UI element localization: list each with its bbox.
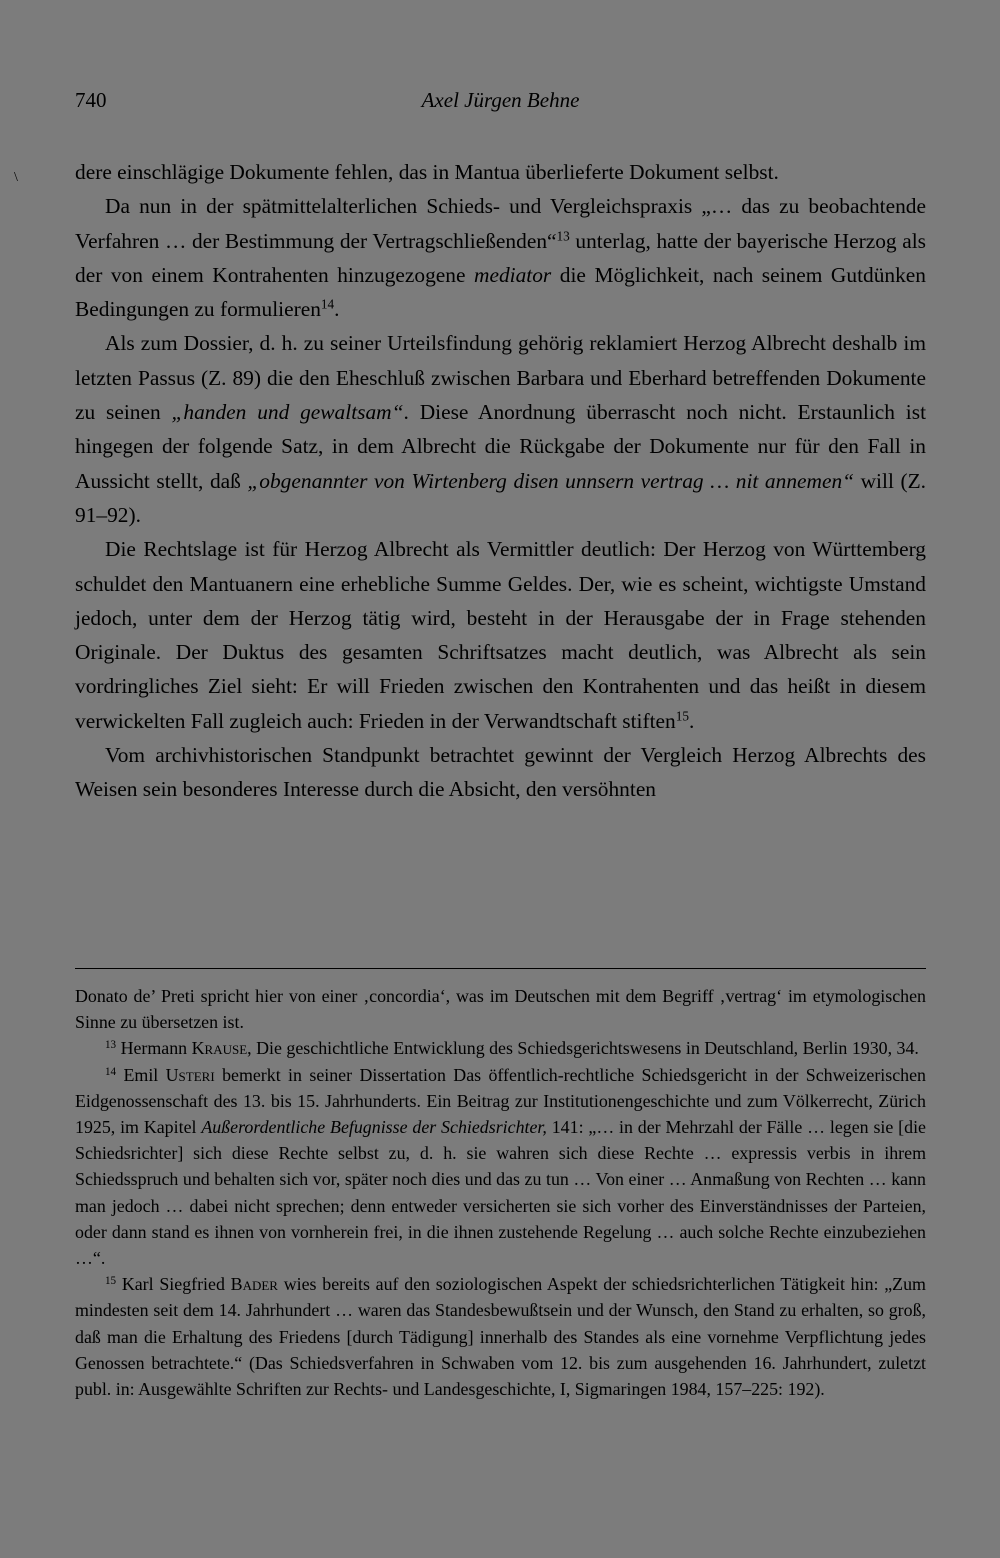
footnote-continuation: Donato de’ Preti spricht hier von einer ‚concordia‘, was im Deutschen mit dem Begriff ‚vertrag‘ im etymologischen Sinne zu übersetzen ist. [75, 986, 926, 1033]
page-header [75, 88, 926, 122]
mediator-term: mediator [474, 262, 552, 287]
footnote-13: $^{13}$ Hermann Krause, Die geschichtliche Entwicklung des Schiedsgerichtswesens in Deutschland, Berlin 1930, 34. [105, 1038, 919, 1059]
quote-handen: „handen und gewaltsam“ [171, 400, 404, 425]
quote-obgenannter: „obgenannter von Wirtenberg disen unnsern vertrag … nit annemen“ [247, 468, 855, 493]
paragraph-4: Die Rechtslage ist für Herzog Albrecht als Vermittler deutlich: Der Herzog von Württemberg schuldet den Mantuanern eine erhebliche Summe Geldes. Der, wie es scheint, wichtigste Umstand jedoch, unter dem der Herzog tätig wird, besteht in der Herausgabe der in Frage stehenden Originale. Der Duktus des gesamten Schriftsatzes macht deutlich, was Albrecht als sein vordringliches Ziel sieht: Er will Frieden zwischen den Kontrahenten und das heißt in diesem verwickelten Fall zugleich auch: Frieden in der Verwandtschaft stiften$^{15}$. [75, 537, 926, 733]
paragraph-1: dere einschlägige Dokumente fehlen, das in Mantua überlieferte Dokument selbst. [75, 160, 779, 184]
footnote-15: $^{15}$ Karl Siegfried Bader wies bereits auf den soziologischen Aspekt der schiedsrichterlichen Tätigkeit hin: „Zum mindesten seit dem 14. Jahrhundert … waren das Standesbewußtsein und der Wunsch, den Stand zu erhalten, so groß, daß man die Erhaltung des Friedens [durch Tädigung] innerhalb des Standes als eine vornehme Verpflichtung jedes Genossen betrachtete.“ (Das Schiedsverfahren in Schwaben vom 12. bis zum ausgehenden 16. Jahrhundert, zuletzt publ. in: Ausgewählte Schriften zur Rechts- und Landesgeschichte, I, Sigmaringen 1984, 157–225: 192). [75, 1274, 926, 1400]
running-title: Axel Jürgen Behne [421, 88, 580, 112]
page-number: 740 [75, 88, 107, 112]
footnote-14: $^{14}$ Emil Usteri bemerkt in seiner Dissertation Das öffentlich-rechtliche Schiedsgericht in der Schweizerischen Eidgenossenschaft des 13. bis 15. Jahrhunderts. Ein Beitrag zur Institutionengeschichte und zum Völkerrecht, Zürich 1925, im Kapitel Außerordentliche Befugnisse der Schiedsrichter, 141: „… in der Mehrzahl der Fälle … legen sie [die Schiedsrichter] sich diese Rechte selbst zu, d. h. sie wahren sich diese Rechte … expressis verbis in ihrem Schiedsspruch und behalten sich vor, später noch dies und das zu tun … Von einer … Anmaßung von Rechten … kann man jedoch … dabei nicht sprechen; denn entweder versicherten sie sich vorher des Einverständnisses der Parteien, oder dann stand es ihnen von vornherein frei, in die ihnen zustehende Regelung … auch solche Rechte einzubeziehen …“. [75, 1064, 926, 1269]
chapter-title: Außerordentliche Befugnisse der Schiedsrichter, [201, 1117, 547, 1138]
paragraph-3: Als zum Dossier, d. h. zu seiner Urteilsfindung gehörig reklamiert Herzog Albrecht deshalb im letzten Passus (Z. 89) die den Eheschluß zwischen Barbara und Eberhard betreffenden Dokumente zu seinen „handen und gewaltsam“. Diese Anordnung überrascht noch nicht. Erstaunlich ist hingegen der folgende Satz, in dem Albrecht die Rückgabe der Dokumente nur für den Fall in Aussicht stellt, daß „obgenannter von Wirtenberg disen unnsern vertrag … nit annemen“ will (Z. 91–92). [75, 331, 927, 527]
footnote-divider [75, 968, 926, 969]
author-usteri: Usteri [165, 1064, 215, 1085]
paragraph-5: Vom archivhistorischen Standpunkt betrachtet gewinnt der Vergleich Herzog Albrechts des Weisen sein besonderes Interesse durch die Absicht, den versöhnten [75, 743, 926, 802]
main-text [75, 155, 926, 807]
footnote-ref-15[interactable]: 15 [675, 708, 689, 724]
footnote-ref-14[interactable]: 14 [320, 296, 335, 312]
author-bader: Bader [230, 1274, 278, 1295]
paragraph-2: Da nun in der spätmittelalterlichen Schieds- und Vergleichspraxis „… das zu beobachtende Verfahren … der Bestimmung der Vertragschließenden“$^{13}$ unterlag, hatte der bayerische Herzog als der von einem Kontrahenten hinzugezogene mediator die Möglichkeit, nach seinem Gutdünken Bedingungen zu formulieren$^{14}$. [75, 194, 926, 322]
footnote-ref-13[interactable]: 13 [556, 228, 570, 244]
footnotes [75, 983, 926, 1402]
margin-mark: \ [14, 170, 18, 185]
author-krause: Krause [191, 1038, 248, 1059]
